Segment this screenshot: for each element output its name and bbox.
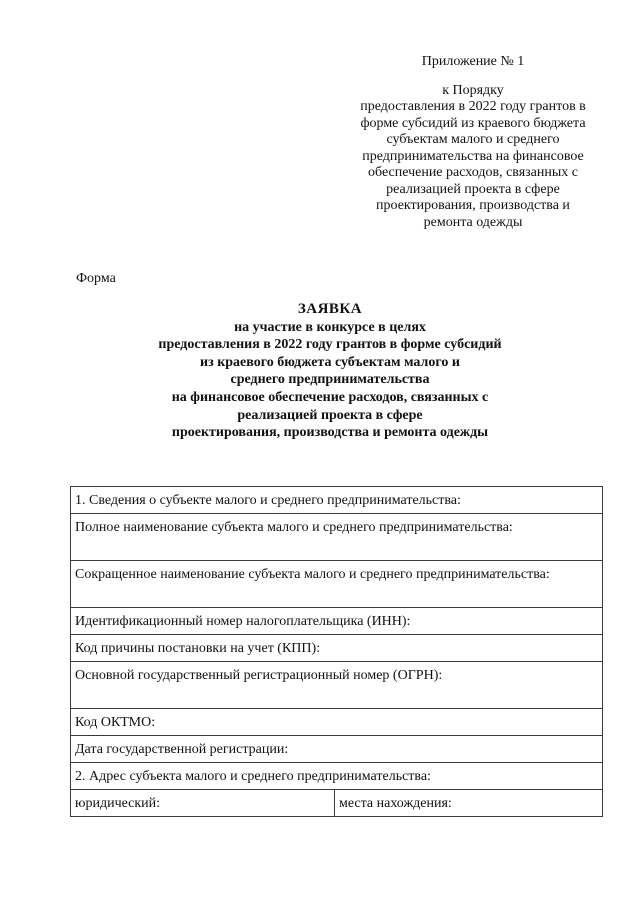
oktmo-field[interactable] — [71, 709, 603, 736]
table-row — [71, 790, 603, 817]
ogrn-field[interactable] — [71, 662, 603, 709]
title-line: реализацией проекта в сфере — [237, 407, 423, 423]
application-form-table — [70, 486, 603, 817]
kpp-label: Код причины постановки на учет (КПП): — [75, 641, 321, 656]
appendix-line: предпринимательства на финансовое — [362, 148, 584, 164]
title-line: среднего предпринимательства — [230, 372, 430, 388]
table-row — [71, 561, 603, 608]
inn-field[interactable] — [71, 608, 603, 635]
title-line: из краевого бюджета субъектам малого и — [200, 354, 460, 370]
table-row — [71, 736, 603, 763]
document-title — [90, 301, 570, 442]
appendix-line: обеспечение расходов, связанных с — [368, 165, 578, 180]
appendix-line: ремонта одежды — [423, 214, 523, 230]
ogrn-label: Основной государственный регистрационный номер (ОГРН): — [75, 668, 443, 683]
table-row — [71, 608, 603, 635]
table-row — [71, 635, 603, 662]
section-2-heading-cell — [71, 763, 603, 790]
oktmo-label: Код ОКТМО: — [75, 715, 156, 730]
section-2-heading: 2. Адрес субъекта малого и среднего предпринимательства: — [75, 769, 431, 784]
title-line: предоставления в 2022 году грантов в форме субсидий — [158, 337, 502, 353]
short-name-field[interactable] — [71, 561, 603, 608]
registration-date-field[interactable] — [71, 736, 603, 763]
short-name-label: Сокращенное наименование субъекта малого и среднего предпринимательства: — [75, 567, 550, 582]
appendix-header — [340, 54, 606, 231]
title-main: ЗАЯВКА — [297, 301, 363, 317]
full-name-field[interactable] — [71, 514, 603, 561]
appendix-line: проектирования, производства и — [376, 198, 570, 213]
table-row — [71, 709, 603, 736]
appendix-line: к Порядку — [442, 82, 504, 98]
full-name-label: Полное наименование субъекта малого и среднего предпринимательства: — [75, 520, 513, 535]
location-address-field[interactable] — [335, 790, 603, 817]
inn-label: Идентификационный номер налогоплательщика (ИНН): — [75, 614, 411, 629]
appendix-number: Приложение № 1 — [421, 54, 525, 69]
title-line: на финансовое обеспечение расходов, связанных с — [171, 389, 489, 405]
title-line: проектирования, производства и ремонта одежды — [171, 425, 489, 441]
section-1-heading: 1. Сведения о субъекте малого и среднего предпринимательства: — [75, 493, 461, 508]
section-1-heading-cell — [71, 487, 603, 514]
table-row — [71, 514, 603, 561]
title-line: на участие в конкурсе в целях — [234, 319, 426, 335]
appendix-line: форме субсидий из краевого бюджета — [360, 115, 586, 131]
registration-date-label: Дата государственной регистрации: — [75, 742, 289, 757]
appendix-line: субъектам малого и среднего — [386, 132, 560, 147]
location-address-label: места нахождения: — [339, 796, 452, 811]
table-row — [71, 487, 603, 514]
table-row — [71, 763, 603, 790]
form-label: Форма — [76, 271, 116, 286]
kpp-field[interactable] — [71, 635, 603, 662]
appendix-line: предоставления в 2022 году грантов в — [360, 99, 586, 114]
legal-address-label: юридический: — [75, 796, 161, 811]
appendix-line: реализацией проекта в сфере — [386, 181, 560, 197]
table-row — [71, 662, 603, 709]
legal-address-field[interactable] — [71, 790, 335, 817]
